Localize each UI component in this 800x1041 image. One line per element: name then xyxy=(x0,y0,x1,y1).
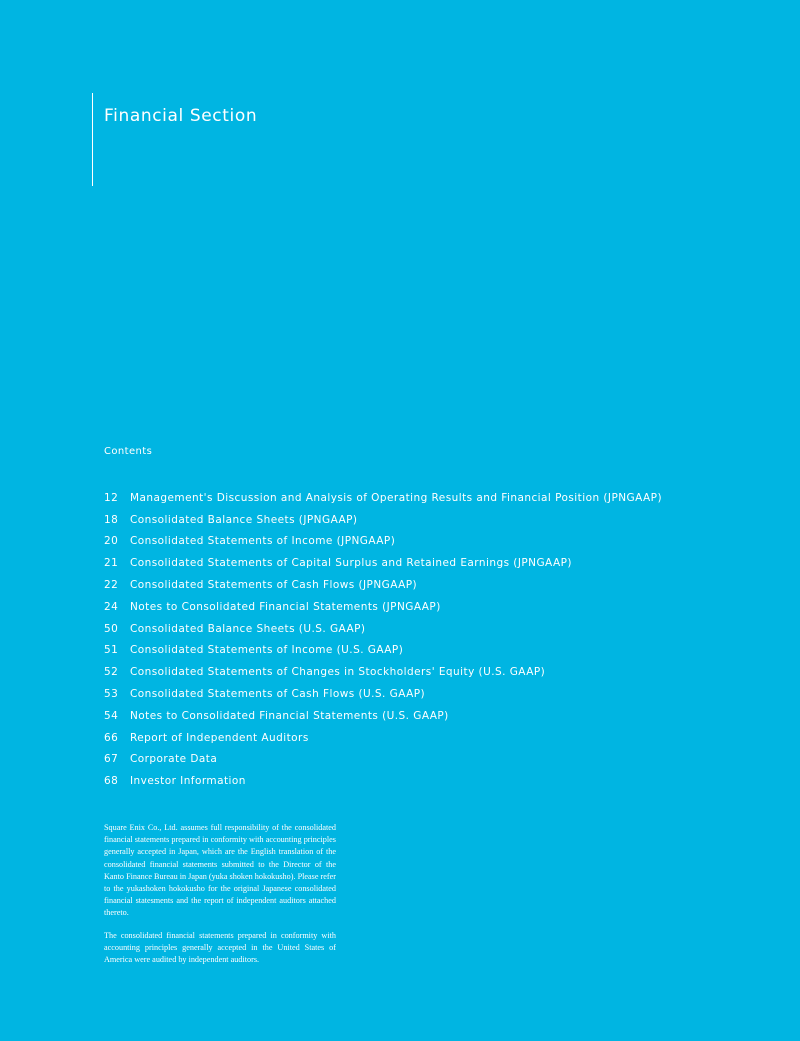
toc-label: Report of Independent Auditors xyxy=(130,731,309,744)
toc-page-number: 51 xyxy=(104,644,119,657)
toc-label: Management's Discussion and Analysis of Operating Results and Financial Position (JPNGAAP) xyxy=(130,491,663,504)
toc-item[interactable] xyxy=(104,749,662,771)
toc-label: Consolidated Statements of Cash Flows (U.S. GAAP) xyxy=(130,688,426,701)
toc-item[interactable] xyxy=(104,552,662,574)
responsibility-disclaimer xyxy=(104,822,336,976)
toc-label: Consolidated Statements of Income (U.S. GAAP) xyxy=(130,644,404,657)
toc-item[interactable] xyxy=(104,640,662,662)
toc-page-number: 66 xyxy=(104,731,119,744)
toc-page-number: 54 xyxy=(104,709,119,722)
page-title: Financial Section xyxy=(104,106,258,126)
toc-item[interactable] xyxy=(104,487,662,509)
toc-label: Consolidated Statements of Income (JPNGAAP) xyxy=(130,535,396,548)
toc-page-number: 22 xyxy=(104,579,119,592)
toc-page-number: 53 xyxy=(104,688,119,701)
toc-label: Notes to Consolidated Financial Statements (JPNGAAP) xyxy=(130,600,441,613)
toc-label: Consolidated Balance Sheets (JPNGAAP) xyxy=(130,513,358,526)
toc-page-number: 67 xyxy=(104,753,119,766)
toc-page-number: 20 xyxy=(104,535,119,548)
toc-page-number: 68 xyxy=(104,775,119,788)
toc-page-number: 24 xyxy=(104,600,119,613)
toc-label: Notes to Consolidated Financial Statements (U.S. GAAP) xyxy=(130,709,449,722)
disclaimer-paragraph-jpngaap: Square Enix Co., Ltd. assumes full responsibility of the consolidated financial statements prepared in conformity with accounting principles generally accepted in Japan, which are the English translation of the consolidated financial statements submitted to the Director of the Kanto Finance Bureau in Japan (yuka shoken hokokusho). Please refer to the yukashoken hokokusho for the original Japanese consolidated financial statesments and the report of independent auditors attached thereto. xyxy=(104,823,336,918)
toc-label: Investor Information xyxy=(130,775,246,788)
toc-label: Consolidated Statements of Cash Flows (JPNGAAP) xyxy=(130,579,418,592)
toc-item[interactable] xyxy=(104,618,662,640)
toc-item[interactable] xyxy=(104,531,662,553)
title-divider xyxy=(92,93,93,186)
toc-page-number: 50 xyxy=(104,622,119,635)
toc-item[interactable] xyxy=(104,727,662,749)
toc-item[interactable] xyxy=(104,661,662,683)
toc-label: Consolidated Balance Sheets (U.S. GAAP) xyxy=(130,622,366,635)
toc-item[interactable] xyxy=(104,705,662,727)
toc-page-number: 12 xyxy=(104,491,119,504)
toc-item[interactable] xyxy=(104,596,662,618)
table-of-contents xyxy=(104,487,662,792)
toc-label: Consolidated Statements of Changes in Stockholders' Equity (U.S. GAAP) xyxy=(130,666,546,679)
toc-item[interactable] xyxy=(104,574,662,596)
toc-page-number: 52 xyxy=(104,666,119,679)
toc-page-number: 21 xyxy=(104,557,119,570)
toc-item[interactable] xyxy=(104,770,662,792)
disclaimer-paragraph-usgaap: The consolidated financial statements prepared in conformity with accounting principles generally accepted in the United States of America were audited by independent auditors. xyxy=(104,930,336,965)
contents-heading: Contents xyxy=(104,446,153,457)
toc-item[interactable] xyxy=(104,683,662,705)
toc-item[interactable] xyxy=(104,509,662,531)
toc-label: Consolidated Statements of Capital Surplus and Retained Earnings (JPNGAAP) xyxy=(130,557,572,570)
toc-label: Corporate Data xyxy=(130,753,218,766)
toc-page-number: 18 xyxy=(104,513,119,526)
